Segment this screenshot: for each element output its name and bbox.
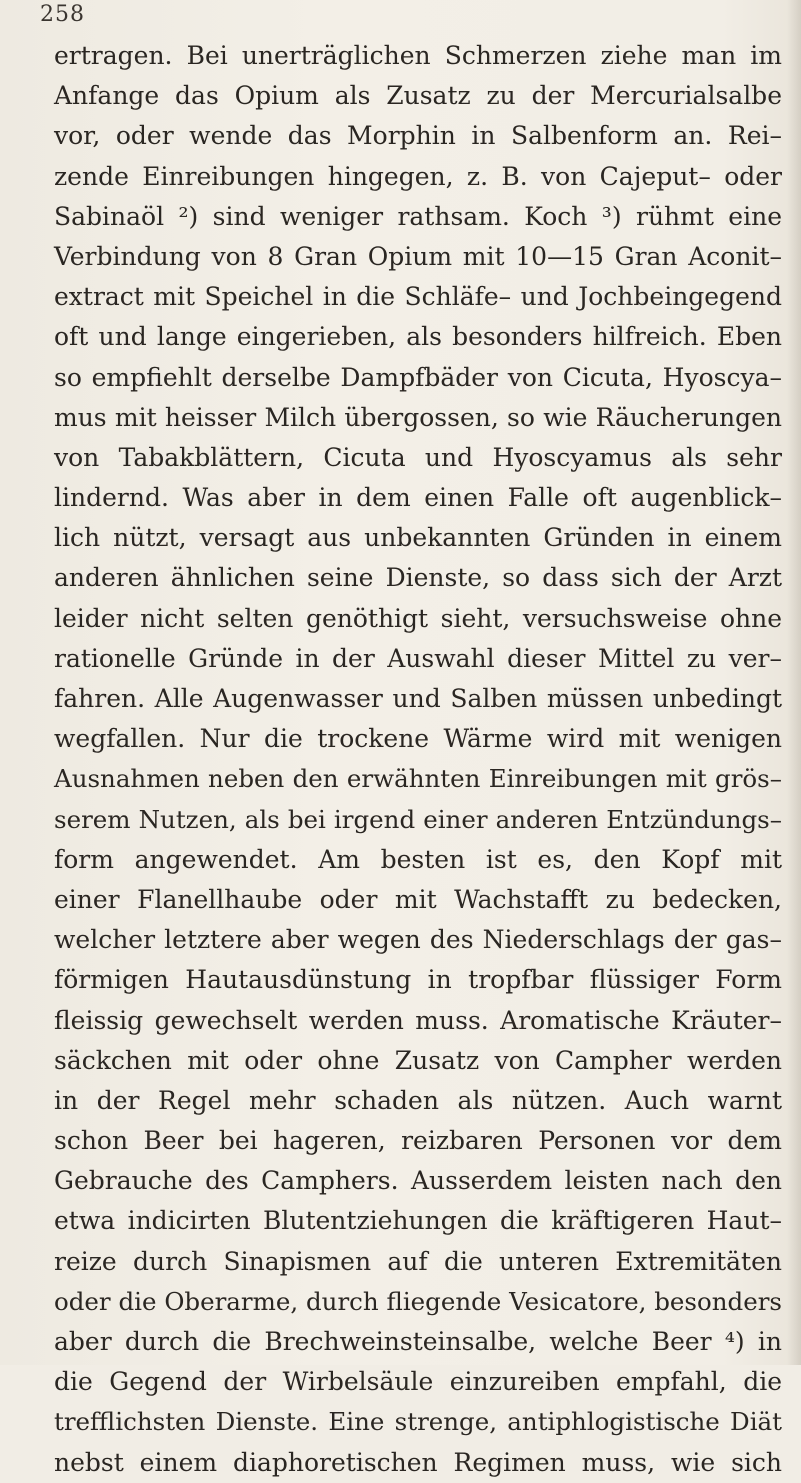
text-line: ertragen. Bei unerträglichen Schmerzen ziehe man im [54, 41, 782, 70]
text-line: zende Einreibungen hingegen, z. B. von Cajeput– oder [54, 161, 782, 191]
text-line: rationelle Gründe in der Auswahl dieser Mittel zu ver– [54, 643, 782, 673]
text-line: nebst einem diaphoretischen Regimen muss, wie sich [54, 1447, 782, 1477]
text-line: Gebrauche des Camphers. Ausserdem leisten nach den [54, 1166, 782, 1196]
text-line: Verbindung von 8 Gran Opium mit 10—15 Gran Aconit– [54, 241, 782, 271]
text-line: aber durch die Brechweinsteinsalbe, welche Beer ⁴) in [54, 1327, 782, 1356]
text-line: wegfallen. Nur die trockene Wärme wird mit wenigen [54, 724, 782, 754]
page-number: 258 [40, 2, 85, 27]
text-line: reize durch Sinapismen auf die unteren Extremitäten [54, 1246, 782, 1276]
text-line: Anfange das Opium als Zusatz zu der Mercurialsalbe [54, 81, 782, 111]
text-line: einer Flanellhaube oder mit Wachstafft zu bedecken, [54, 884, 782, 914]
text-line: etwa indicirten Blutentziehungen die kräftigeren Haut– [54, 1206, 782, 1236]
text-line: von Tabakblättern, Cicuta und Hyoscyamus als sehr [54, 442, 782, 472]
text-line: vor, oder wende das Morphin in Salbenform an. Rei– [54, 121, 782, 151]
text-line: säckchen mit oder ohne Zusatz von Campher werden [54, 1045, 782, 1075]
body-text [54, 36, 782, 1483]
text-line: Sabinaöl ²) sind weniger rathsam. Koch ³) rühmt eine [54, 201, 782, 231]
text-line: fleissig gewechselt werden muss. Aromatische Kräuter– [54, 1005, 782, 1035]
text-line: die Gegend der Wirbelsäule einzureiben empfahl, die [54, 1367, 782, 1397]
text-line: mus mit heisser Milch übergossen, so wie Räucherungen [54, 402, 782, 432]
text-line: oft und lange eingerieben, als besonders hilfreich. Eben [54, 322, 782, 352]
text-line: so empfiehlt derselbe Dampfbäder von Cicuta, Hyoscya– [54, 362, 782, 392]
text-line: förmigen Hautausdünstung in tropfbar flüssiger Form [54, 965, 782, 995]
text-line: form angewendet. Am besten ist es, den Kopf mit [54, 844, 782, 874]
text-line: anderen ähnlichen seine Dienste, so dass sich der Arzt [54, 563, 782, 593]
text-line: extract mit Speichel in die Schläfe– und Jochbeingegend [54, 282, 782, 312]
text-line: fahren. Alle Augenwasser und Salben müssen unbedingt [54, 684, 782, 713]
text-line: in der Regel mehr schaden als nützen. Auch warnt [54, 1085, 782, 1115]
page-edge-shadow [787, 0, 801, 1365]
text-line: lich nützt, versagt aus unbekannten Gründen in einem [54, 523, 782, 553]
text-line: welcher letztere aber wegen des Niederschlags der gas– [54, 925, 782, 955]
text-line: leider nicht selten genöthigt sieht, versuchsweise ohne [54, 603, 782, 633]
text-line: lindernd. Was aber in dem einen Falle oft augenblick– [54, 483, 782, 513]
text-line: serem Nutzen, als bei irgend einer anderen Entzündungs– [54, 804, 782, 834]
text-line: schon Beer bei hageren, reizbaren Personen vor dem [54, 1126, 782, 1156]
text-line: Ausnahmen neben den erwähnten Einreibungen mit grös– [54, 764, 782, 794]
text-line: trefflichsten Dienste. Eine strenge, antiphlogistische Diät [54, 1407, 782, 1437]
text-line: oder die Oberarme, durch fliegende Vesicatore, besonders [54, 1286, 782, 1316]
